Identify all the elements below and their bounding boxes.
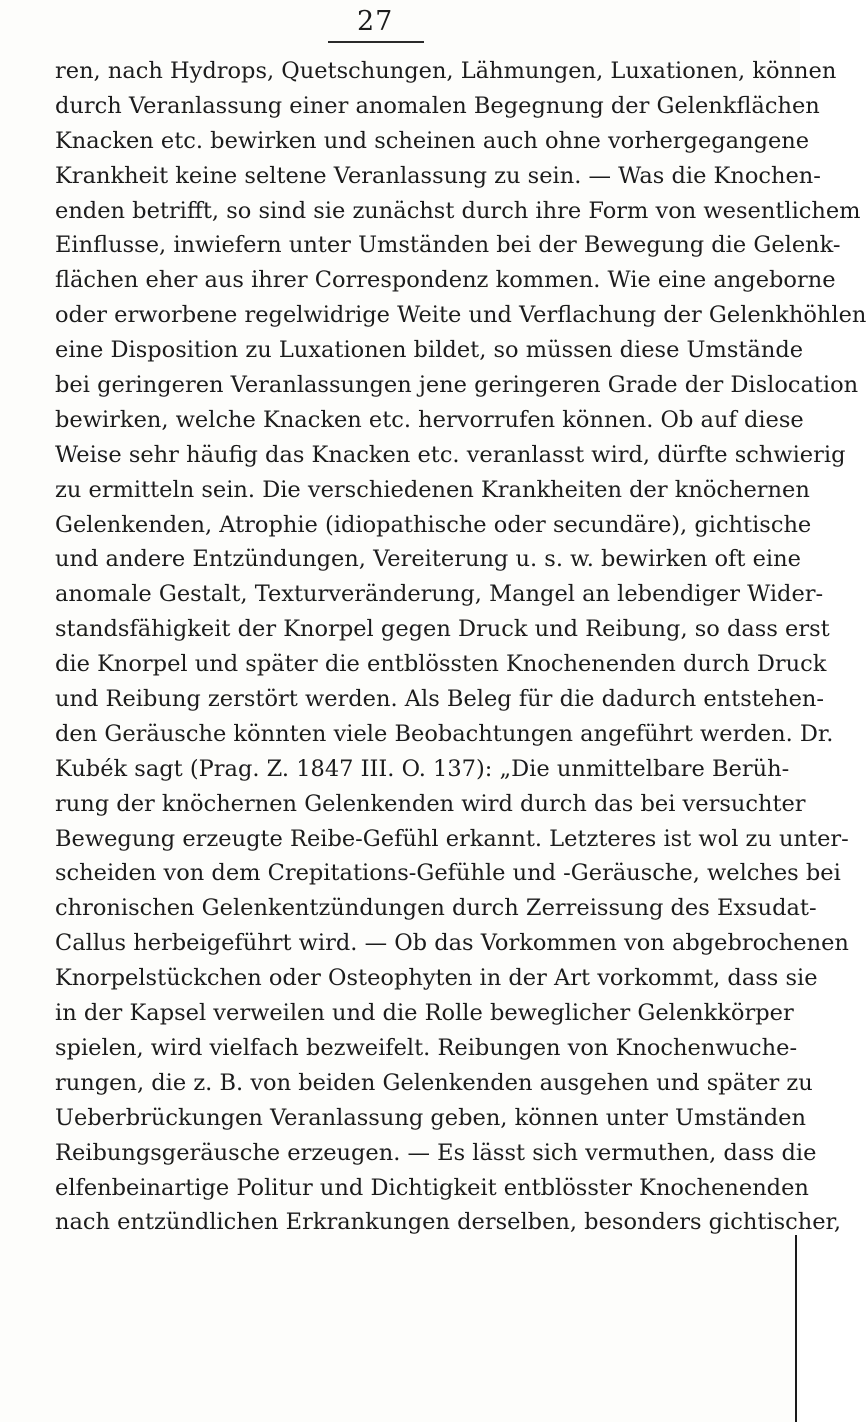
text-line: in der Kapsel verweilen und die Rolle beweglicher Gelenkkörper	[55, 1000, 794, 1027]
text-line: standsfähigkeit der Knorpel gegen Druck und Reibung, so dass erst	[55, 616, 830, 643]
scan-edge-line	[795, 1235, 797, 1422]
text-line: zu ermitteln sein. Die verschiedenen Krankheiten der knöchernen	[55, 476, 810, 503]
text-line: Bewegung erzeugte Reibe-Gefühl erkannt. Letzteres ist wol zu unter-	[55, 825, 849, 852]
text-line: Knacken etc. bewirken und scheinen auch ohne vorhergegangene	[55, 127, 810, 154]
text-line: Ueberbrückungen Veranlassung geben, können unter Umständen	[55, 1104, 806, 1131]
text-line: ren, nach Hydrops, Quetschungen, Lähmungen, Luxationen, können	[55, 58, 837, 84]
text-line: nach entzündlichen Erkrankungen derselben, besonders gichtischer,	[55, 1209, 841, 1236]
text-line: elfenbeinartige Politur und Dichtigkeit entblösster Knochenenden	[55, 1174, 809, 1201]
text-line: eine Disposition zu Luxationen bildet, so müssen diese Umstände	[55, 337, 804, 364]
text-line: Callus herbeigeführt wird. — Ob das Vorkommen von abgebrochenen	[55, 930, 849, 957]
text-line: anomale Gestalt, Texturveränderung, Mangel an lebendiger Wider-	[55, 581, 824, 608]
text-line: die Knorpel und später die entblössten Knochenenden durch Druck	[55, 651, 827, 678]
text-line: und andere Entzündungen, Vereiterung u. s. w. bewirken oft eine	[55, 546, 801, 573]
page-number: 27	[357, 6, 394, 37]
text-line: bei geringeren Veranlassungen jene geringeren Grade der Dislocation	[55, 372, 859, 399]
text-line: durch Veranlassung einer anomalen Begegnung der Gelenkflächen	[55, 92, 820, 119]
text-line: und Reibung zerstört werden. Als Beleg für die dadurch entstehen-	[55, 686, 824, 713]
text-line: Gelenkenden, Atrophie (idiopathische oder secundäre), gichtische	[55, 511, 812, 538]
text-line: Weise sehr häufig das Knacken etc. veranlasst wird, dürfte schwierig	[55, 441, 846, 468]
text-line: bewirken, welche Knacken etc. hervorrufen können. Ob auf diese	[55, 406, 804, 433]
text-line: spielen, wird vielfach bezweifelt. Reibungen von Knochenwuche-	[55, 1034, 798, 1061]
text-line: Krankheit keine seltene Veranlassung zu sein. — Was die Knochen-	[55, 162, 821, 189]
text-line: flächen eher aus ihrer Correspondenz kommen. Wie eine angeborne	[55, 267, 836, 294]
text-line: rung der knöchernen Gelenkenden wird durch das bei versuchter	[55, 790, 806, 817]
text-line: scheiden von dem Crepitations-Gefühle und -Geräusche, welches bei	[55, 860, 841, 887]
text-line: den Geräusche könnten viele Beobachtungen angeführt werden. Dr.	[55, 720, 834, 747]
text-line: chronischen Gelenkentzündungen durch Zerreissung des Exsudat-	[55, 895, 817, 922]
body-text	[55, 54, 866, 1240]
text-line: rungen, die z. B. von beiden Gelenkenden ausgehen und später zu	[55, 1069, 813, 1096]
text-line: enden betrifft, so sind sie zunächst durch ihre Form von wesentlichem	[55, 197, 861, 224]
text-line: Kubék sagt (Prag. Z. 1847 III. O. 137): „Die unmittelbare Berüh-	[55, 755, 790, 782]
text-line: Knorpelstückchen oder Osteophyten in der Art vorkommt, dass sie	[55, 965, 818, 992]
page-number-underline	[328, 41, 424, 43]
text-line: Reibungsgeräusche erzeugen. — Es lässt sich vermuthen, dass die	[55, 1139, 817, 1166]
text-line: oder erworbene regelwidrige Weite und Verflachung der Gelenkhöhlen	[55, 302, 866, 329]
text-line: Einflusse, inwiefern unter Umständen bei der Bewegung die Gelenk-	[55, 232, 841, 259]
